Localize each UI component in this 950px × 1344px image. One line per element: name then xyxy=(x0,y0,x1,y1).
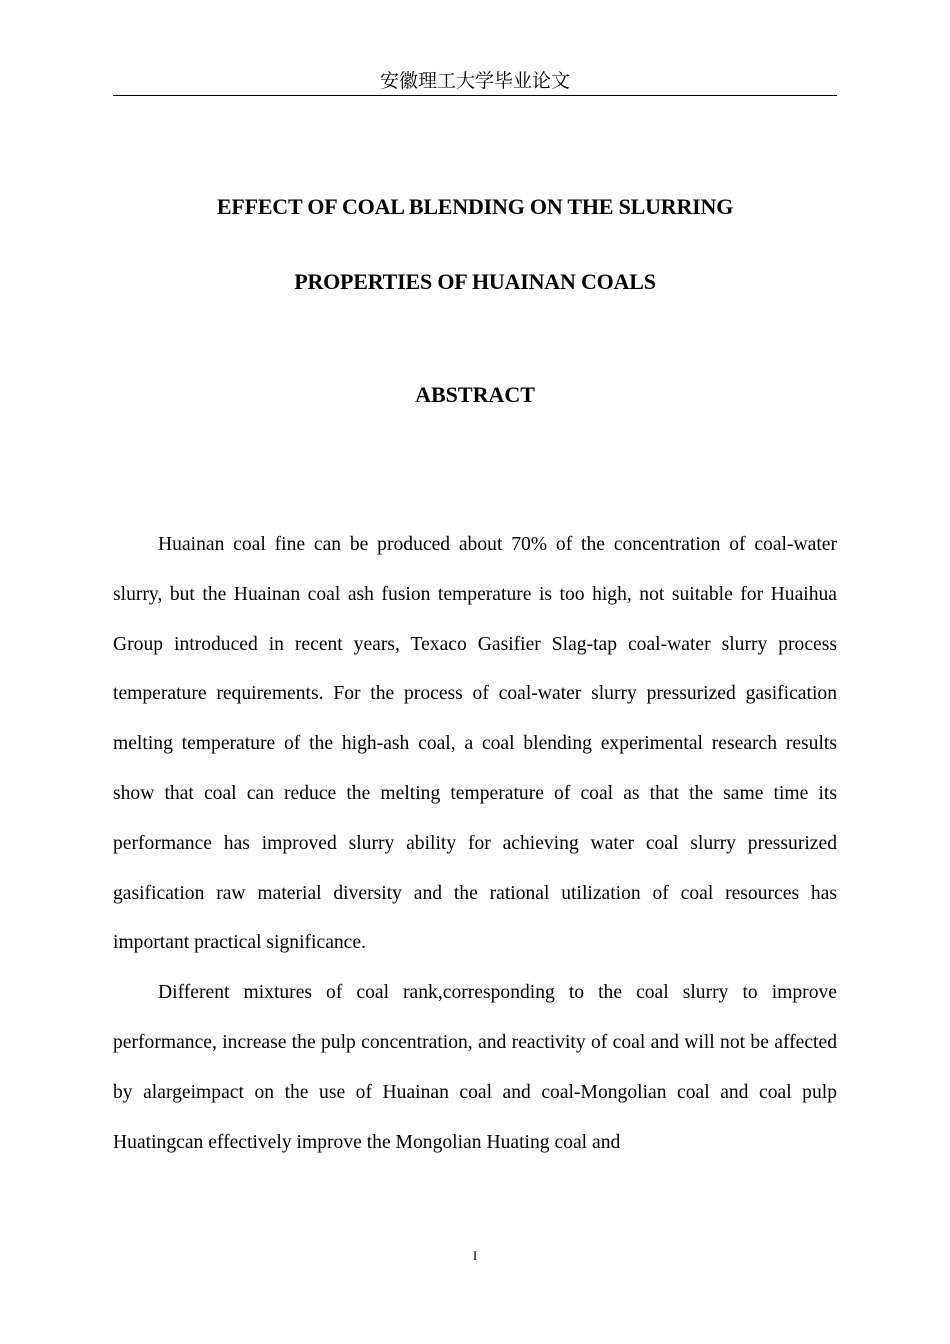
abstract-paragraph-1: Huainan coal fine can be produced about 70% of the concentration of coal-water slurry, but the Huainan coal ash fusion temperature is too high, not suitable for Huaihua Group introduced in recent years, Texaco Gasifier Slag-tap coal-water slurry process temperature requirements. For the process of coal-water slurry pressurized gasification melting temperature of the high-ash coal, a coal blending experimental research results show that coal can reduce the melting temperature of coal as that the same time its performance has improved slurry ability for achieving water coal slurry pressurized gasification raw material diversity and the rational utilization of coal resources has important practical significance. xyxy=(113,534,837,954)
running-header: 安徽理工大学毕业论文 xyxy=(379,70,570,92)
thesis-title-line-2: PROPERTIES OF HUAINAN COALS xyxy=(294,269,656,294)
page-number: I xyxy=(472,1248,478,1263)
thesis-title-line-1: EFFECT OF COAL BLENDING ON THE SLURRING xyxy=(216,194,734,219)
abstract-body xyxy=(113,520,837,1167)
abstract-heading: ABSTRACT xyxy=(415,382,535,407)
abstract-paragraph-2: Different mixtures of coal rank,corresponding to the coal slurry to improve performance, increase the pulp concentration, and reactivity of coal and will not be affected by alargeimpact on the use of Huainan coal and coal-Mongolian coal and coal pulp Huatingcan effectively improve the Mongolian Huating coal and xyxy=(113,982,837,1153)
header-rule xyxy=(113,95,837,96)
